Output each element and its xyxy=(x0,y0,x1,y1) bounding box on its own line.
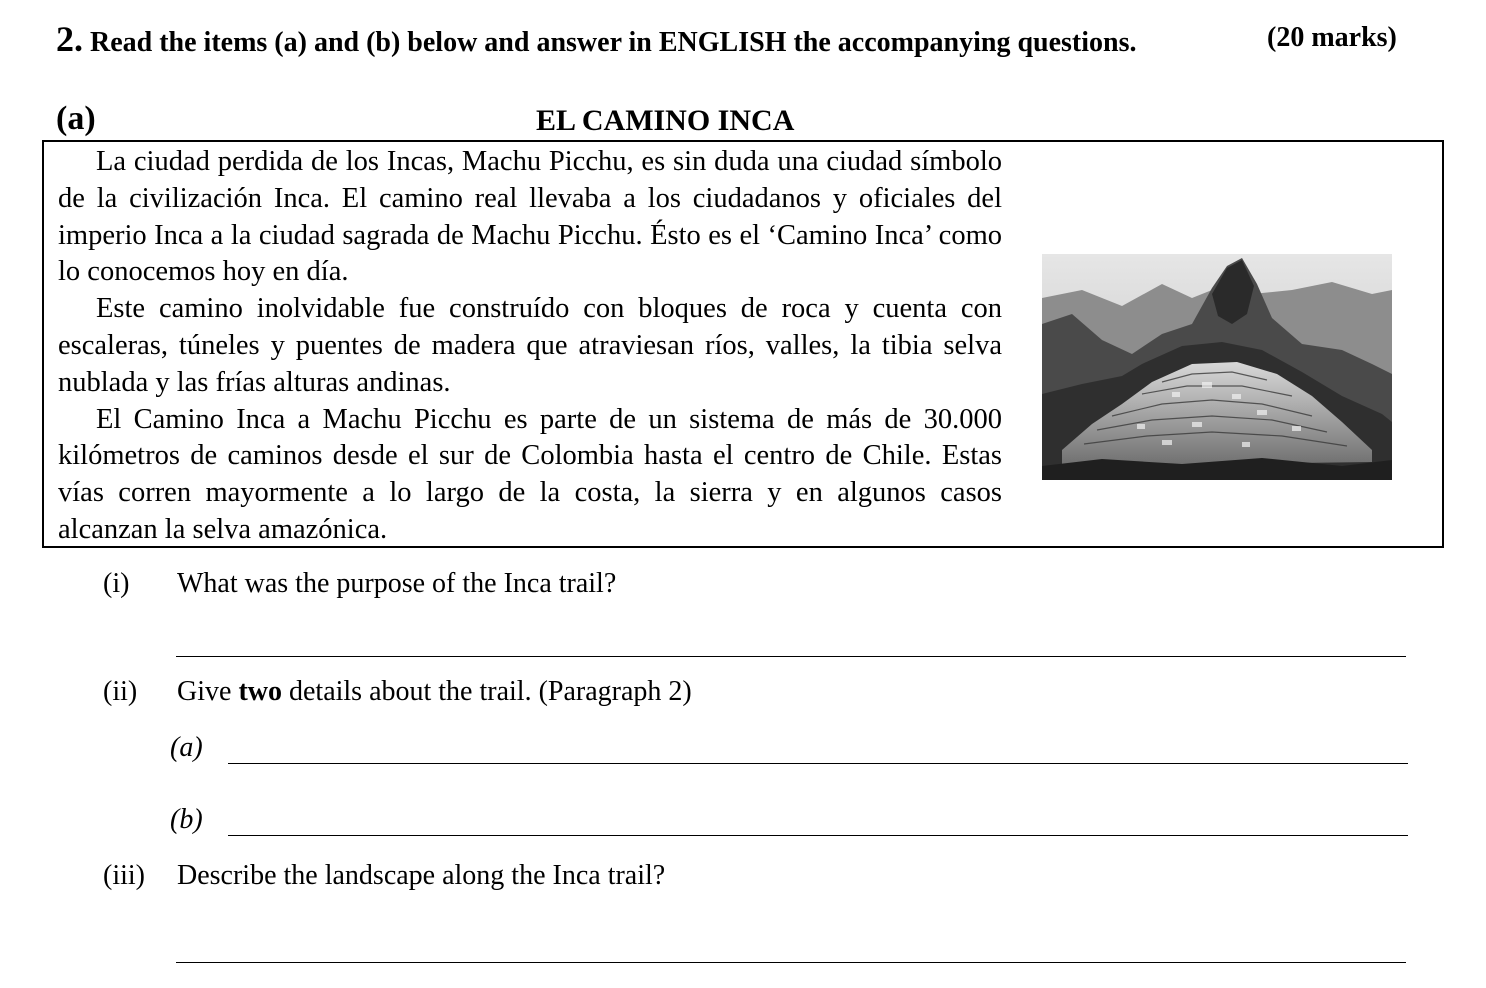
question-instruction: Read the items (a) and (b) below and answer in ENGLISH the accompanying questions. xyxy=(90,27,1137,58)
passage-box xyxy=(42,140,1444,548)
section-label: (a) xyxy=(56,100,96,137)
question-ii-text-post: details about the trail. (Paragraph 2) xyxy=(281,676,692,707)
answer-line-iii[interactable] xyxy=(176,962,1406,963)
answer-line-ii-b[interactable] xyxy=(228,835,1408,836)
passage-paragraph-3: El Camino Inca a Machu Picchu es parte de un sistema de más de 30.000 kilómetros de caminos desde el sur de Colombia hasta el centro de Chile. Estas vías corren mayormente a lo largo de la costa, la sierra y en algunos casos alcanzan la selva amazónica. xyxy=(58,403,1002,545)
answer-line-ii-a[interactable] xyxy=(228,763,1408,764)
question-number: 2. xyxy=(56,19,83,59)
question-header xyxy=(56,18,1397,60)
passage-paragraph-1: La ciudad perdida de los Incas, Machu Picchu, es sin duda una ciudad símbolo de la civilización Inca. El camino real llevaba a los ciudadanos y oficiales del imperio Inca a la ciudad sagrada de Machu Picchu. Ésto es el ‘Camino Inca’ como lo conocemos hoy en día. xyxy=(58,146,1002,288)
machu-picchu-photo xyxy=(1042,254,1392,480)
question-i-text: What was the purpose of the Inca trail? xyxy=(177,568,617,599)
passage-paragraph-2: Este camino inolvidable fue construído con bloques de roca y cuenta con escaleras, túneles y puentes de madera que atraviesan ríos, valles, la tibia selva nublada y las frías alturas andinas. xyxy=(58,293,1002,398)
answer-line-i[interactable] xyxy=(176,656,1406,657)
question-ii-sub-b-label: (b) xyxy=(170,804,203,835)
question-iii-number: (iii) xyxy=(103,860,145,891)
question-marks: (20 marks) xyxy=(1267,22,1397,53)
question-ii-number: (ii) xyxy=(103,676,138,707)
question-ii-text-bold: two xyxy=(238,676,282,707)
question-iii-text: Describe the landscape along the Inca trail? xyxy=(177,860,666,891)
question-ii-text-pre: Give xyxy=(177,676,239,707)
passage-text xyxy=(58,144,1002,549)
question-i-number: (i) xyxy=(103,568,130,599)
question-ii-sub-a-label: (a) xyxy=(170,732,203,763)
question-ii-text xyxy=(177,676,692,708)
passage-title: EL CAMINO INCA xyxy=(536,104,795,137)
